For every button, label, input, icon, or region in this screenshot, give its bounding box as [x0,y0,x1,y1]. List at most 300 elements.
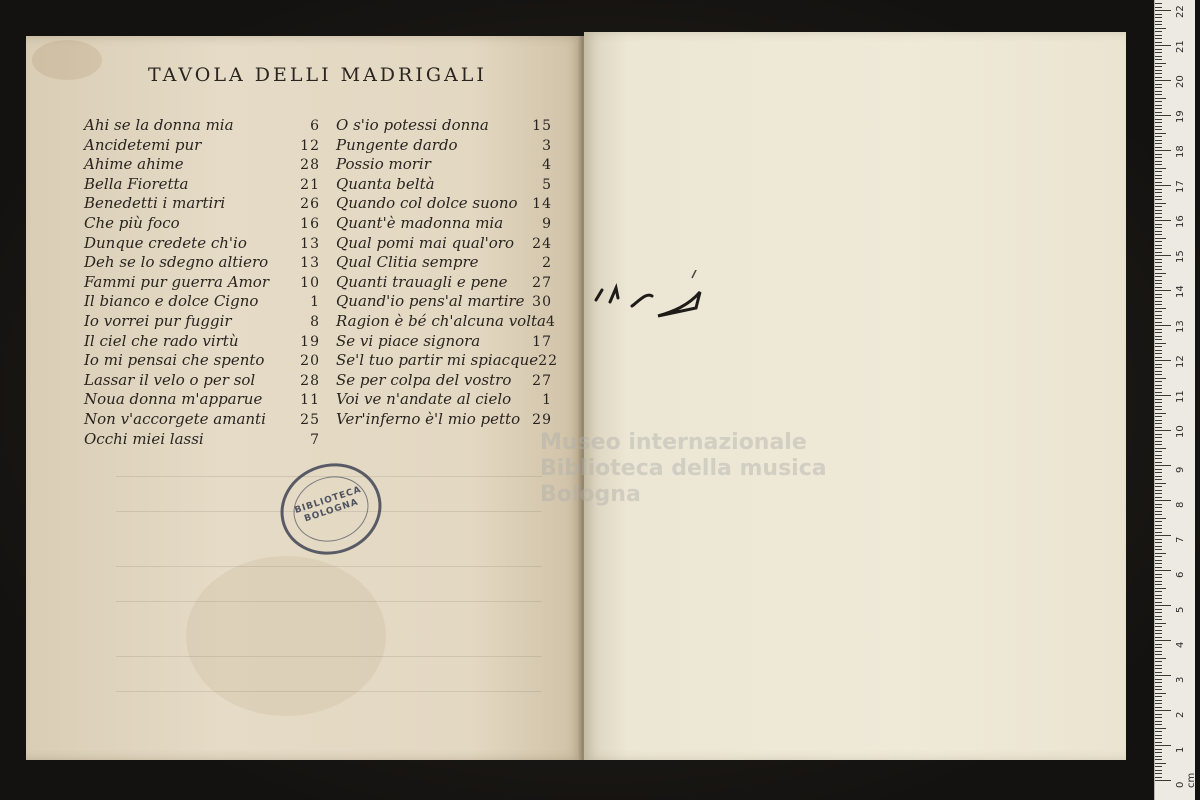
ruler-tick [1155,77,1162,78]
ruler-tick [1155,224,1162,225]
ruler-tick [1155,94,1162,95]
ruler-tick [1155,420,1162,421]
ruler-tick [1155,654,1162,655]
ruler-tick [1155,49,1162,50]
ruler-tick [1155,150,1171,151]
entry-title: Che più foco [84,213,180,232]
entry-page-number: 22 [538,353,559,370]
ruler-tick [1155,241,1162,242]
index-entry [336,214,552,234]
ruler-tick [1155,497,1162,498]
ruler-label: 19 [1175,110,1186,123]
entry-title: Quand'io pens'al martire [336,292,525,311]
index-entry [336,136,552,156]
ruler-tick [1155,154,1162,155]
ruler-tick [1155,598,1162,599]
ruler-tick [1155,686,1162,687]
ruler-tick [1155,343,1166,344]
ruler-tick [1155,385,1162,386]
entry-page-number: 3 [542,137,552,154]
ruler-tick [1155,479,1162,480]
ruler-tick [1155,133,1166,134]
ruler-label: 1 [1175,746,1186,753]
ruler-tick [1155,728,1166,729]
ruler-tick [1155,546,1162,547]
entry-page-number: 17 [532,333,552,350]
entry-page-number: 10 [300,274,320,291]
ruler-tick [1155,311,1162,312]
ruler-tick [1155,609,1162,610]
entry-title: Noua donna m'apparue [84,390,263,409]
entry-page-number: 28 [300,157,320,174]
ruler-tick [1155,773,1162,774]
ruler-tick [1155,63,1166,64]
ruler-tick [1155,682,1162,683]
ruler-tick [1155,234,1162,235]
entry-title: Ver'inferno è'l mio petto [336,409,521,428]
entry-title: Voi ve n'andate al cielo [336,390,512,409]
index-entry [84,351,320,371]
ruler-tick [1155,332,1162,333]
ruler-tick [1155,238,1166,239]
ruler-tick [1155,392,1162,393]
ruler-tick [1155,661,1162,662]
ruler-tick [1155,14,1162,15]
ruler-tick [1155,710,1171,711]
index-entry [84,390,320,410]
ruler-tick [1155,693,1166,694]
index-column-left [84,116,320,449]
entry-title: Io vorrei pur fuggir [84,311,232,330]
corner-stain [32,40,102,80]
ruler-tick [1155,770,1162,771]
ruler-tick [1155,353,1162,354]
ruler-tick [1155,52,1162,53]
ruler-tick [1155,679,1162,680]
ruler-tick [1155,500,1171,501]
ruler-tick [1155,560,1162,561]
ruler-label: 5 [1175,606,1186,613]
ruler-tick [1155,38,1162,39]
ruler-tick [1155,724,1162,725]
ruler-tick [1155,521,1162,522]
ruler-tick [1155,245,1162,246]
ruler-tick [1155,707,1162,708]
ruler-tick [1155,28,1166,29]
ruler-tick [1155,168,1166,169]
ruler-tick [1155,409,1162,410]
ruler-tick [1155,735,1162,736]
ruler-label: 12 [1175,355,1186,368]
ruler-tick [1155,381,1162,382]
ruler-tick [1155,518,1166,519]
ruler-tick [1155,556,1162,557]
entry-page-number: 4 [545,313,556,330]
ruler-tick [1155,577,1162,578]
right-page [584,32,1126,760]
ruler-tick [1155,738,1162,739]
entry-page-number: 11 [300,392,320,409]
entry-title: Quanta beltà [336,174,435,193]
entry-page-number: 5 [542,176,552,193]
entry-title: Deh se lo sdegno altiero [84,253,269,272]
ruler-tick [1155,269,1162,270]
index-entry [84,234,320,254]
ruler-tick [1155,574,1162,575]
ruler-tick [1155,10,1171,11]
index-entry [336,390,552,410]
ruler-tick [1155,444,1162,445]
ruler-tick [1155,623,1166,624]
index-entry [84,273,320,293]
ruler-tick [1155,689,1162,690]
ruler-tick [1155,469,1162,470]
entry-title: Pungente dardo [336,135,458,154]
ruler-label: 9 [1175,466,1186,473]
ruler-tick [1155,703,1162,704]
ruler-tick [1155,696,1162,697]
ruler-tick [1155,658,1166,659]
ruler-tick [1155,637,1162,638]
ruler-label: 10 [1175,425,1186,438]
ruler-tick [1155,227,1162,228]
entry-title: Qual pomi mai qual'oro [336,233,514,252]
index-entry [84,371,320,391]
entry-title: Fammi pur guerra Amor [84,272,269,291]
ruler-label: 0 cm [1175,772,1197,788]
ruler-label: 20 [1175,75,1186,88]
ruler-tick [1155,486,1162,487]
ruler-tick [1155,717,1162,718]
ruler-tick [1155,777,1162,778]
entry-page-number: 4 [542,157,552,174]
ruler-tick [1155,490,1162,491]
ruler-tick [1155,626,1162,627]
ruler-label: 21 [1175,40,1186,53]
ruler-tick [1155,122,1162,123]
ruler-tick [1155,80,1171,81]
entry-title: Ragion è bé ch'alcuna volta [336,311,546,330]
ruler-tick [1155,364,1162,365]
ruler-tick [1155,189,1162,190]
ruler-tick [1155,591,1162,592]
ruler-tick [1155,644,1162,645]
ruler-label: 15 [1175,250,1186,263]
ruler-tick [1155,59,1162,60]
ruler-tick [1155,472,1162,473]
ruler-tick [1155,434,1162,435]
ruler-tick [1155,427,1162,428]
ruler-tick [1155,651,1162,652]
ruler-tick [1155,542,1162,543]
ruler-label: 3 [1175,676,1186,683]
ruler-tick [1155,213,1162,214]
ruler-tick [1155,196,1162,197]
ruler-tick [1155,185,1171,186]
entry-page-number: 6 [310,118,320,134]
entry-title: Se'l tuo partir mi spiacque [336,351,539,370]
ruler-tick [1155,458,1162,459]
ruler-tick [1155,588,1166,589]
entry-title: Quando col dolce suono [336,194,518,213]
ruler-tick [1155,759,1162,760]
ruler-tick [1155,388,1162,389]
ruler-label: 18 [1175,145,1186,158]
index-entry [84,214,320,234]
ruler-tick [1155,416,1162,417]
index-entry [336,311,556,332]
index-entry [84,116,320,136]
ruler-tick [1155,504,1162,505]
entry-page-number: 28 [300,372,320,389]
ruler-tick [1155,157,1162,158]
entry-page-number: 25 [300,411,320,428]
entry-title: Quant'è madonna mia [336,213,504,232]
ruler-tick [1155,73,1162,74]
ruler-tick [1155,276,1162,277]
ruler-tick [1155,129,1162,130]
entry-title: Ahime ahime [84,155,184,174]
index-entry [84,253,320,273]
entry-title: Ancidetemi pur [84,135,202,154]
ruler-tick [1155,3,1162,4]
entry-page-number: 19 [300,333,320,350]
ruler-tick [1155,549,1162,550]
ruler-label: 16 [1175,215,1186,228]
ruler-tick [1155,619,1162,620]
ruler-tick [1155,56,1162,57]
entry-title: Se per colpa del vostro [336,370,512,389]
ruler-tick [1155,595,1162,596]
ruler-tick [1155,21,1162,22]
ruler-tick [1155,31,1162,32]
index-entry [84,410,320,430]
ruler-tick [1155,714,1162,715]
ruler-tick [1155,630,1162,631]
ruler-tick [1155,315,1162,316]
ruler-tick [1155,581,1162,582]
ruler-label: 13 [1175,320,1186,333]
entry-page-number: 1 [542,392,552,409]
museum-watermark: Museo internazionale Biblioteca della musica Bologna [540,430,827,507]
ruler-tick [1155,612,1162,613]
entry-page-number: 27 [532,274,552,291]
entry-page-number: 8 [310,313,320,330]
ruler-tick [1155,287,1162,288]
entry-page-number: 15 [532,118,552,134]
ruler-tick [1155,476,1162,477]
entry-title: O s'io potessi donna [336,116,489,134]
ruler-tick [1155,203,1166,204]
ruler-tick [1155,45,1171,46]
ruler-tick [1155,301,1162,302]
ruler-tick [1155,567,1162,568]
scale-ruler [1154,0,1195,800]
ruler-label: 22 [1175,5,1186,18]
ruler-tick [1155,7,1162,8]
ruler-label: 4 [1175,641,1186,648]
index-entry [336,194,552,214]
ruler-tick [1155,199,1162,200]
ruler-tick [1155,304,1162,305]
ruler-tick [1155,493,1162,494]
entry-page-number: 21 [300,176,320,193]
ruler-tick [1155,633,1162,634]
entry-title: Quanti trauagli e pene [336,272,508,291]
entry-title: Lassar il velo o per sol [84,370,256,389]
entry-page-number: 9 [542,215,552,232]
ruler-tick [1155,255,1171,256]
ruler-tick [1155,308,1166,309]
ruler-tick [1155,325,1171,326]
entry-title: Io mi pensai che spento [84,351,265,370]
ruler-tick [1155,336,1162,337]
stamp-text: BIBLIOTECA BOLOGNA [293,484,363,525]
ruler-tick [1155,378,1166,379]
entry-page-number: 29 [532,411,552,428]
ruler-tick [1155,483,1166,484]
ruler-tick [1155,266,1162,267]
ruler-tick [1155,108,1162,109]
ruler-tick [1155,756,1162,757]
ruler-tick [1155,231,1162,232]
entry-page-number: 27 [532,372,552,389]
ruler-tick [1155,413,1166,414]
entry-title: Benedetti i martiri [84,194,226,213]
ruler-tick [1155,35,1162,36]
ruler-tick [1155,217,1162,218]
ruler-tick [1155,752,1162,753]
index-entry [336,351,559,371]
ruler-tick [1155,220,1171,221]
entry-page-number: 13 [300,235,320,252]
entry-title: Il bianco e dolce Cigno [84,292,259,311]
ruler-tick [1155,161,1162,162]
ruler-tick [1155,700,1162,701]
ruler-tick [1155,507,1162,508]
entry-page-number: 7 [310,431,320,448]
ruler-tick [1155,164,1162,165]
entry-page-number: 20 [300,353,320,370]
index-entry [336,253,552,273]
index-entry [336,116,552,136]
index-entry [336,175,552,195]
ruler-label: 2 [1175,711,1186,718]
ruler-tick [1155,182,1162,183]
ruler-tick [1155,742,1162,743]
ruler-tick [1155,780,1171,781]
ruler-tick [1155,535,1171,536]
ruler-label: 14 [1175,285,1186,298]
ruler-tick [1155,252,1162,253]
ruler-tick [1155,346,1162,347]
ruler-tick [1155,192,1162,193]
ruler-tick [1155,749,1162,750]
ruler-tick [1155,668,1162,669]
ruler-tick [1155,206,1162,207]
ruler-tick [1155,87,1162,88]
ruler-tick [1155,136,1162,137]
entry-page-number: 12 [300,137,320,154]
ruler-tick [1155,329,1162,330]
entry-page-number: 26 [300,196,320,213]
ruler-tick [1155,140,1162,141]
ruler-label: 6 [1175,571,1186,578]
ruler-tick [1155,91,1162,92]
index-entry [84,312,320,332]
ruler-tick [1155,402,1162,403]
entry-page-number: 1 [310,294,320,311]
entry-page-number: 24 [532,235,552,252]
entry-title: Occhi miei lassi [84,429,204,448]
ruler-tick [1155,437,1162,438]
ruler-tick [1155,101,1162,102]
ruler-tick [1155,42,1162,43]
ruler-tick [1155,339,1162,340]
ruler-tick [1155,647,1162,648]
ruler-tick [1155,532,1162,533]
entry-page-number: 14 [532,196,552,213]
ruler-tick [1155,584,1162,585]
index-entry [84,155,320,175]
index-entry [336,155,552,175]
ruler-tick [1155,273,1166,274]
ruler-tick [1155,528,1162,529]
ruler-tick [1155,448,1166,449]
entry-title: Se vi piace signora [336,331,481,350]
index-entry [84,175,320,195]
ruler-tick [1155,105,1162,106]
index-entry [84,194,320,214]
show-through-staff [116,656,542,692]
ruler-tick [1155,462,1162,463]
ruler-tick [1155,70,1162,71]
show-through-staff [116,566,542,602]
entry-title: Ahi se la donna mia [84,116,234,134]
ruler-tick [1155,290,1171,291]
ruler-tick [1155,514,1162,515]
ruler-tick [1155,84,1162,85]
entry-title: Bella Fioretta [84,174,189,193]
index-column-right [336,116,559,430]
entry-title: Il ciel che rado virtù [84,331,239,350]
ruler-tick [1155,455,1162,456]
ruler-tick [1155,294,1162,295]
entry-page-number: 13 [300,255,320,272]
ruler-tick [1155,672,1162,673]
ruler-tick [1155,115,1171,116]
ruler-tick [1155,570,1171,571]
ruler-tick [1155,465,1171,466]
index-entry [84,136,320,156]
index-entry [84,430,320,450]
ruler-tick [1155,731,1162,732]
ruler-tick [1155,511,1162,512]
ruler-tick [1155,745,1171,746]
ruler-tick [1155,283,1162,284]
ruler-tick [1155,367,1162,368]
ruler-tick [1155,259,1162,260]
ruler-tick [1155,175,1162,176]
ruler-label: 8 [1175,501,1186,508]
ruler-tick [1155,395,1171,396]
ruler-tick [1155,721,1162,722]
ruler-tick [1155,605,1171,606]
ruler-tick [1155,297,1162,298]
ruler-tick [1155,143,1162,144]
entry-page-number: 2 [542,255,552,272]
ruler-tick [1155,406,1162,407]
